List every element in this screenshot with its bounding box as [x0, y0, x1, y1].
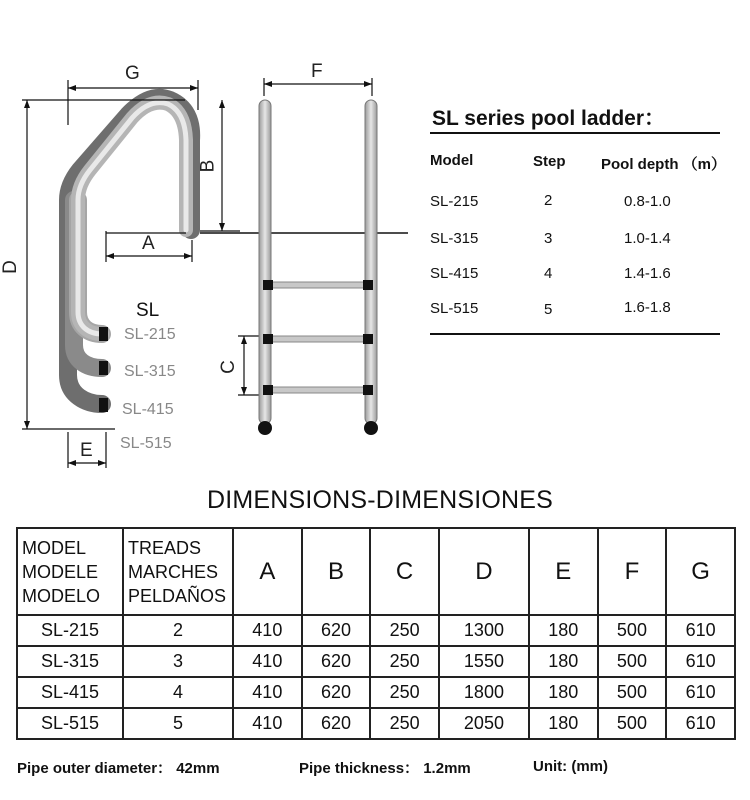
header-e: E: [529, 528, 598, 615]
pipe-thickness-note: Pipe thickness： 1.2mm: [299, 760, 471, 777]
spec-model: SL-515: [430, 300, 479, 317]
step-clamp: [99, 361, 108, 375]
cell-model: SL-215: [17, 615, 123, 646]
cell-a: 410: [233, 646, 302, 677]
ladder-pipe-main: [78, 103, 186, 334]
header-a: A: [233, 528, 302, 615]
cell-d: 1800: [439, 677, 529, 708]
spec-step: 5: [544, 301, 553, 318]
spec-step: 2: [544, 192, 553, 209]
spec-model: SL-215: [430, 193, 479, 210]
cell-f: 500: [598, 646, 667, 677]
spec-depth: 1.6-1.8: [624, 299, 671, 316]
dim-label-b: B: [197, 159, 219, 173]
dimensions-table: [16, 527, 736, 740]
cell-d: 2050: [439, 708, 529, 739]
cell-b: 620: [302, 615, 371, 646]
spec-divider-bottom: [430, 333, 720, 335]
spec-divider-top: [430, 132, 720, 134]
cell-b: 620: [302, 646, 371, 677]
spec-header-depth: Pool depth （m）: [601, 156, 726, 173]
unit-note: Unit: (mm): [533, 758, 608, 775]
cell-a: 410: [233, 708, 302, 739]
table-row: [17, 708, 735, 739]
spec-step: 3: [544, 230, 553, 247]
cell-d: 1300: [439, 615, 529, 646]
table-row: [17, 677, 735, 708]
tread: [268, 282, 368, 288]
cell-g: 610: [666, 677, 735, 708]
header-f: F: [598, 528, 667, 615]
table-header-row: [17, 528, 735, 615]
model-tag: SL-315: [124, 363, 176, 380]
spec-depth: 0.8-1.0: [624, 193, 671, 210]
cell-c: 250: [370, 708, 439, 739]
step-clamp: [99, 398, 108, 412]
cell-g: 610: [666, 708, 735, 739]
spec-model: SL-315: [430, 230, 479, 247]
table-row: [17, 615, 735, 646]
header-b: B: [302, 528, 371, 615]
model-tag: SL-415: [122, 401, 174, 418]
spec-depth: 1.0-1.4: [624, 230, 671, 247]
spec-header-step: Step: [533, 153, 566, 170]
table-row: [17, 646, 735, 677]
cell-c: 250: [370, 677, 439, 708]
cell-f: 500: [598, 708, 667, 739]
cell-c: 250: [370, 615, 439, 646]
spec-model: SL-415: [430, 265, 479, 282]
cell-c: 250: [370, 646, 439, 677]
dim-label-f: F: [311, 61, 323, 82]
cell-f: 500: [598, 677, 667, 708]
cell-e: 180: [529, 677, 598, 708]
spec-header-model: Model: [430, 152, 474, 169]
spec-step: 4: [544, 265, 553, 282]
cell-g: 610: [666, 646, 735, 677]
cell-treads: 4: [123, 677, 233, 708]
cell-g: 610: [666, 615, 735, 646]
header-model: MODEL MODELE MODELO: [17, 528, 123, 615]
model-tag: SL-515: [120, 435, 172, 452]
cell-treads: 5: [123, 708, 233, 739]
header-d: D: [439, 528, 529, 615]
cell-treads: 3: [123, 646, 233, 677]
header-c: C: [370, 528, 439, 615]
header-g: G: [666, 528, 735, 615]
dim-label-g: G: [125, 63, 140, 84]
pipe-diameter-note: Pipe outer diameter： 42mm: [17, 760, 220, 777]
spec-title: SL series pool ladder：: [432, 107, 666, 130]
cell-model: SL-415: [17, 677, 123, 708]
cell-treads: 2: [123, 615, 233, 646]
cell-a: 410: [233, 677, 302, 708]
cell-b: 620: [302, 677, 371, 708]
cell-model: SL-315: [17, 646, 123, 677]
model-tag: SL-215: [124, 326, 176, 343]
cell-d: 1550: [439, 646, 529, 677]
tread: [268, 387, 368, 393]
cell-e: 180: [529, 708, 598, 739]
cell-b: 620: [302, 708, 371, 739]
cell-model: SL-515: [17, 708, 123, 739]
tread: [268, 336, 368, 342]
spec-depth: 1.4-1.6: [624, 265, 671, 282]
cell-f: 500: [598, 615, 667, 646]
dim-label-a: A: [142, 233, 155, 254]
front-view-ladder: [258, 100, 378, 435]
dim-label-e: E: [80, 440, 93, 461]
step-clamp: [99, 327, 108, 341]
series-label: SL: [136, 300, 160, 321]
cell-e: 180: [529, 615, 598, 646]
dim-label-d: D: [0, 260, 21, 274]
cell-e: 180: [529, 646, 598, 677]
dimensions-title: DIMENSIONS-DIMENSIONES: [206, 486, 554, 514]
side-view-ladder: [68, 98, 191, 404]
dim-label-c: C: [217, 360, 239, 374]
cell-a: 410: [233, 615, 302, 646]
header-treads: TREADS MARCHES PELDAÑOS: [123, 528, 233, 615]
